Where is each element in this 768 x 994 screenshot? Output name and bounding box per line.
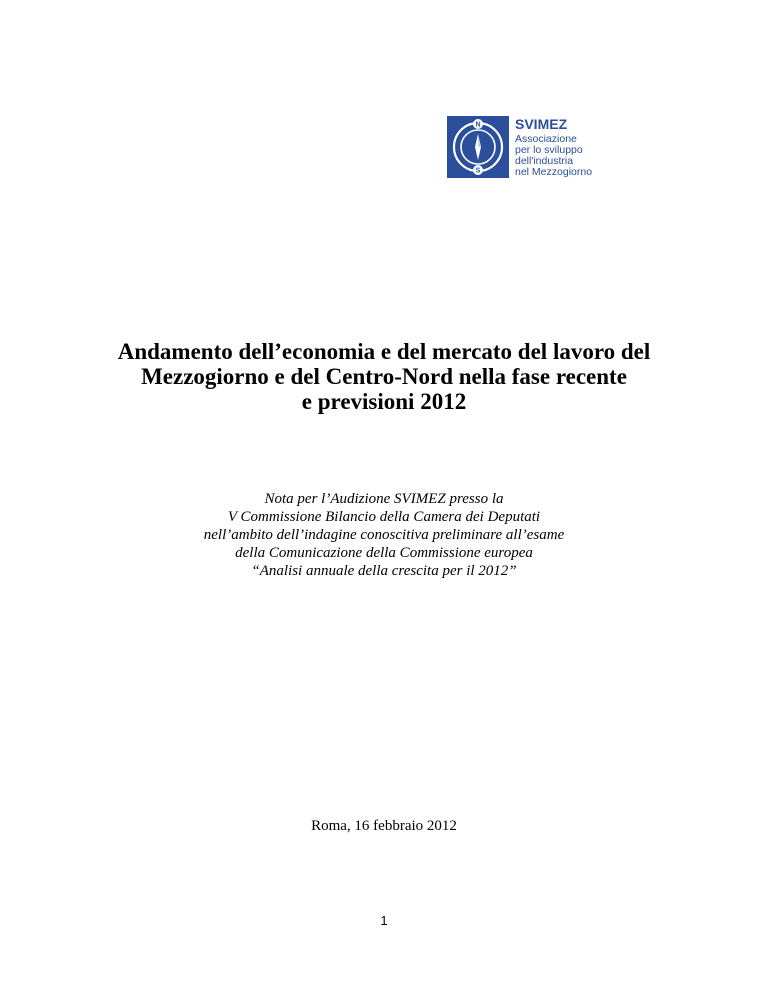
document-date: Roma, 16 febbraio 2012 xyxy=(311,818,457,834)
note-line: Nota per l’Audizione SVIMEZ presso la xyxy=(264,491,504,507)
compass-north-letter: N xyxy=(475,121,481,129)
logo-tagline-2: per lo sviluppo xyxy=(515,144,583,156)
title-line: Mezzogiorno e del Centro-Nord nella fase recente xyxy=(141,364,627,389)
note-line: della Comunicazione della Commissione europea xyxy=(235,545,533,561)
compass-south-letter: S xyxy=(475,167,481,175)
logo-tagline-4: nel Mezzogiorno xyxy=(515,166,593,178)
logo-name: SVIMEZ xyxy=(515,116,568,132)
page-number: 1 xyxy=(380,913,388,928)
logo-tagline-1: Associazione xyxy=(515,133,577,145)
note-line: V Commissione Bilancio della Camera dei Deputati xyxy=(227,509,541,525)
compass-icon xyxy=(447,116,509,178)
title-line: e previsioni 2012 xyxy=(301,389,467,414)
document-note xyxy=(134,490,634,580)
document-title xyxy=(84,339,684,414)
logo-tagline-3: dell'industria xyxy=(515,155,574,167)
note-line: “Analisi annuale della crescita per il 2012” xyxy=(251,563,517,579)
svimez-logo xyxy=(447,116,617,178)
logo-wordmark xyxy=(513,116,617,178)
note-line: nell’ambito dell’indagine conoscitiva preliminare all’esame xyxy=(203,527,565,543)
title-line: Andamento dell’economia e del mercato del lavoro del xyxy=(117,339,651,364)
